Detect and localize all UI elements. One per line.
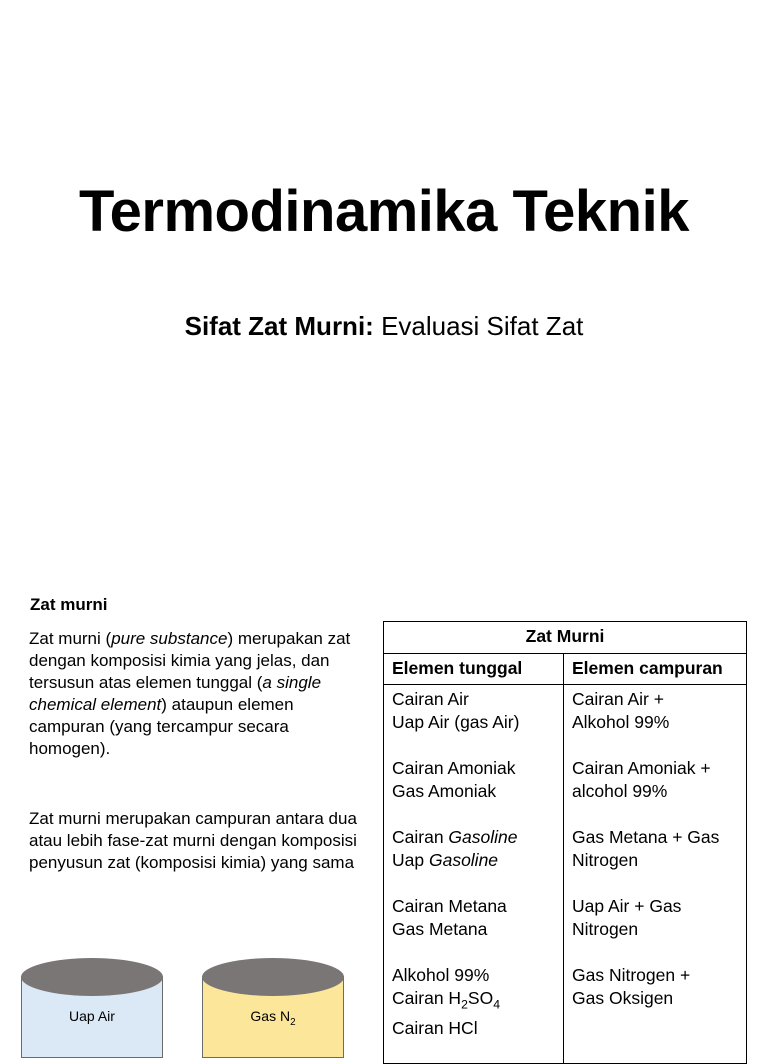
cylinder-label [202,1008,344,1028]
mixed-element-line [572,826,738,849]
single-element-line [392,757,555,780]
mixed-element-line [572,964,738,987]
mixed-element-line [572,711,738,734]
text-run: Cairan Metana [392,896,507,916]
mixed-element-entry [572,826,738,872]
mixed-element-line [572,918,738,941]
text-run: Cairan Amoniak [392,758,516,778]
single-element-line [392,711,555,734]
text-run: ) merupakan zat dengan komposisi kimia yang jelas, dan tersusun atas elemen tunggal ( [29,629,351,692]
single-element-entry [392,688,555,734]
text-run: Nitrogen [572,850,639,870]
text-run: Alkohol 99% [572,712,670,732]
single-element-entry [392,757,555,803]
paragraph-mixture: Zat murni merupakan campuran antara dua atau lebih fase-zat murni dengan komposisi penyusun zat (komposisi kimia) yang sama [29,809,357,872]
single-element-entry [392,895,555,941]
text-run: ) ataupun elemen campuran (yang tercampur secara homogen). [29,695,294,758]
text-run: Gas Metana + Gas [572,827,720,847]
page-title: Termodinamika Teknik [79,179,689,244]
pure-substance-table [383,621,747,1064]
text-run: Cairan Air + [572,689,664,709]
single-element-line [392,895,555,918]
mixed-element-line [572,688,738,711]
single-element-line [392,964,555,987]
mixed-element-entry [572,895,738,941]
single-element-line [392,780,555,803]
cylinder-top [21,958,163,996]
single-element-line [392,826,555,849]
text-run: Gas Amoniak [392,781,497,801]
column-header-mixed: Elemen campuran [564,654,747,685]
text-run: Nitrogen [572,919,639,939]
text-run: Cairan H [392,988,462,1008]
text-run: Cairan Amoniak + [572,758,711,778]
text-run: Uap Air [69,1008,115,1024]
mixed-element-entry [572,688,738,734]
mixed-element-line [572,849,738,872]
text-run: 2 [461,997,468,1012]
single-element-entry [392,964,555,1040]
text-run: Cairan Air [392,689,469,709]
text-run: Gas Metana [392,919,488,939]
mixed-element-entry [572,757,738,803]
paragraph-definition [29,628,359,760]
text-run: 2 [290,1016,296,1028]
text-run: Gas Oksigen [572,988,674,1008]
text-run: pure substance [111,629,228,648]
mixed-element-line [572,987,738,1010]
single-element-line [392,1017,555,1040]
single-element-line [392,987,555,1017]
nitrogen-gas-cylinder [202,958,344,1038]
text-run: Alkohol 99% [392,965,490,985]
text-run: Zat murni ( [29,629,112,648]
cylinder-top [202,958,344,996]
text-run: SO [467,988,494,1008]
single-element-entry [392,826,555,872]
text-run: Cairan HCl [392,1017,478,1038]
single-element-line [392,849,555,872]
text-run: Uap [392,850,429,870]
subtitle-bold: Sifat Zat Murni: [184,311,374,341]
column-mixed-elements [564,685,747,1064]
text-run: a single chemical element [29,673,322,714]
subtitle-rest: Evaluasi Sifat Zat [381,311,584,341]
text-run: Gas Nitrogen + [572,965,691,985]
column-header-single: Elemen tunggal [384,654,564,685]
text-run: 4 [493,997,501,1012]
text-run: Uap Air (gas Air) [392,712,520,732]
column-single-elements [384,685,564,1064]
text-run: Gasoline [428,850,499,870]
water-vapor-cylinder [21,958,163,1038]
text-run: Uap Air + Gas [572,896,682,916]
text-run: Gas N [250,1008,291,1024]
single-element-line [392,688,555,711]
mixed-element-line [572,780,738,803]
mixed-element-entry [572,964,738,1010]
cylinder-label [21,1008,163,1024]
single-element-line [392,918,555,941]
text-run: Cairan [392,827,449,847]
mixed-element-line [572,895,738,918]
page-subtitle [0,311,768,342]
section-heading: Zat murni [30,595,108,614]
text-run: Gasoline [448,827,518,847]
text-run: alcohol 99% [572,781,668,801]
mixed-element-line [572,757,738,780]
table-caption: Zat Murni [384,622,747,654]
